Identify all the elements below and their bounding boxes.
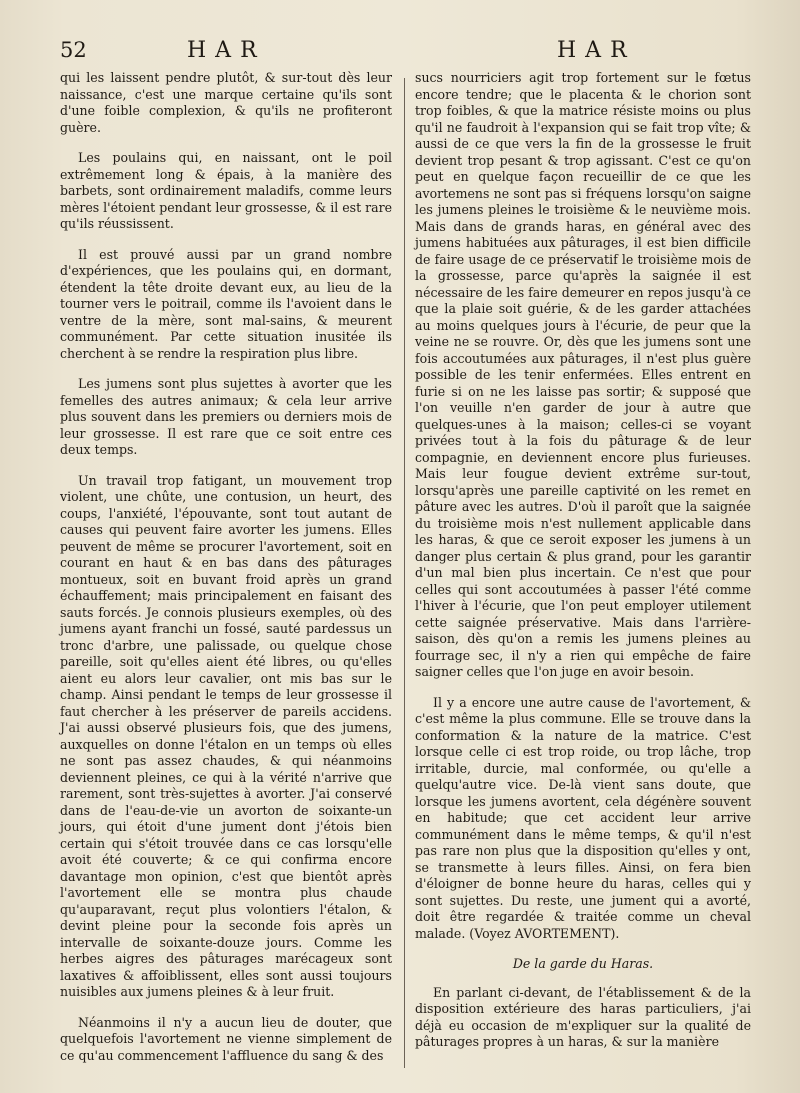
paragraph: En parlant ci-devant, de l'établissement & de la disposition extérieure des haras particuliers, j'ai déjà eu occasion de m'expliquer sur la qualité de pâturages propres à un haras, & sur la manière <box>415 984 751 1049</box>
running-head-right: HAR <box>557 38 636 63</box>
section-heading: De la garde du Haras. <box>512 956 654 971</box>
page-number: 52 <box>60 38 87 62</box>
left-column <box>60 70 392 1078</box>
running-head-left: HAR <box>187 38 266 63</box>
paragraph: sucs nourriciers agit trop fortement sur le fœtus encore tendre; que le placenta & le chorion sont trop foibles, & que la matrice résiste moins ou plus qu'il ne faudroit à l'expansion qui se fait trop vîte; & aussi de ce que vers la fin de la grossesse le fruit devient trop pesant & trop agissant. C'est ce qu'on peut en quelque façon recueillir de ce que les avortemens ne sont pas si fréquens lorsqu'on saigne les jumens pleines le troisième & le neuvième mois. Mais dans de grands haras, en général avec des jumens habituées aux pâturages, il est bien difficile de faire usage de ce préservatif le troisième mois de la grossesse, parce qu'après la saignée il est nécessaire de les faire demeurer en repos jusqu'à ce que la plaie soit guérie, & de les garder attachées au moins quelques jours à l'écurie, de peur que la veine ne se rouvre. Or, dès que les jumens sont une fois accoutumées aux pâturages, il n'est plus guère possible de les tenir enfermées. Elles entrent en furie si on ne les laisse pas sortir; & supposé que l'on veuille n'en garder de jour à autre que quelques-unes à la maison; celles-ci se voyant privées tout à la fois du pâturage & de leur compagnie, en deviennent encore plus furieuses. Mais leur fougue devient extrême sur-tout, lorsqu'après une pareille captivité on les remet en pâture avec les autres. D'où il paroît que la saignée du troisième mois n'est nullement applicable dans les haras, & que ce seroit exposer les jumens à un danger plus certain & plus grand, pour les garantir d'un mal bien plus incertain. Ce n'est que pour celles qui sont accoutumées à passer l'été comme l'hiver à l'écurie, que l'on peut employer utilement cette saignée préservative. Mais dans l'arrière-saison, dès qu'on a remis les jumens pleines au fourrage sec, il n'y a rien qui empêche de faire saigner celles que l'on juge en avoir besoin. <box>415 70 751 679</box>
paragraph: Néanmoins il n'y a aucun lieu de douter, que quelquefois l'avortement ne vienne simplement de ce qu'au commencement l'affluence du sang & des <box>60 1014 392 1063</box>
paragraph: Les poulains qui, en naissant, ont le poil extrêmement long & épais, à la manière des barbets, sont ordinairement maladifs, comme leurs mères l'étoient pendant leur grossesse, & il est rare qu'ils réussissent. <box>60 150 393 231</box>
paragraph: Il est prouvé aussi par un grand nombre d'expériences, que les poulains qui, en dormant, étendent la tête droite devant eux, au lieu de la tourner vers le poitrail, comme ils l'avoient dans le ventre de la mère, sont mal-sains, & meurent communément. Par cette situation inusitée ils cherchent à se rendre la respiration plus libre. <box>60 246 392 361</box>
paragraph: Les jumens sont plus sujettes à avorter que les femelles des autres animaux; & cela leur arrive plus souvent dans les premiers ou derniers mois de leur grossesse. Il est rare que ce soit entre ces deux temps. <box>60 376 392 457</box>
right-column <box>415 70 751 1065</box>
paragraph: Il y a encore une autre cause de l'avortement, & c'est même la plus commune. Elle se trouve dans la conformation & la nature de la matrice. C'est lorsque celle ci est trop roide, ou trop lâche, trop irritable, durcie, mal conformée, ou qu'elle a quelqu'autre vice. De-là vient sans doute, que lorsque les jumens avortent, cela dégénère souvent en habitude; que cet accident leur arrive communément dans le même temps, & qu'il n'est pas rare non plus que la disposition qu'elles y ont, se transmette à leurs filles. Ainsi, on fera bien d'éloigner de bonne heure du haras, celles qui y sont sujettes. Du reste, une jument qui a avorté, doit être regardée & traitée comme un cheval malade. (Voyez AVORTEMENT). <box>415 694 751 941</box>
column-divider <box>404 78 405 1068</box>
paragraph: Un travail trop fatigant, un mouvement trop violent, une chûte, une contusion, un heurt, des coups, l'anxiété, l'épouvante, sont tout autant de causes qui peuvent faire avorter les jumens. Elles peuvent de même se procurer l'avortement, soit en courant en haut & en bas dans des pâturages montueux, soit en buvant froid après un grand échauffement; mais principalement en faisant des sauts forcés. Je connois plusieurs exemples, où des jumens ayant franchi un fossé, sauté pardessus un tronc d'arbre, une palissade, ou quelque chose pareille, soit qu'elles aient été libres, ou qu'elles aient eu alors leur cavalier, ont mis bas sur le champ. Ainsi pendant le temps de leur grossesse il faut chercher à les préserver de pareils accidens. J'ai aussi observé plusieurs fois, que des jumens, auxquelles on donne l'étalon en un temps où elles ne sont pas assez chaudes, & qui néanmoins deviennent pleines, ce qui à la vérité n'arrive que rarement, sont très-sujettes à avorter. J'ai conservé dans de l'eau-de-vie un avorton de soixante-un jours, qui étoit d'une jument dont j'étois bien certain qui s'étoit trouvée dans ce cas lorsqu'elle avoit été couverte; & ce qui confirma encore davantage mon opinion, c'est que bientôt après l'avortement elle se montra plus chaude qu'auparavant, reçut plus volontiers l'étalon, & devint pleine pour la seconde fois après un intervalle de soixante-douze jours. Comme les herbes aigres des pâturages marécageux sont laxatives & affoiblissent, elles sont aussi toujours nuisibles aux jumens pleines & à leur fruit. <box>60 472 392 999</box>
paragraph: qui les laissent pendre plutôt, & sur-tout dès leur naissance, c'est une marque certaine qu'ils sont d'une foible complexion, & qu'ils ne profiteront guère. <box>60 70 392 135</box>
